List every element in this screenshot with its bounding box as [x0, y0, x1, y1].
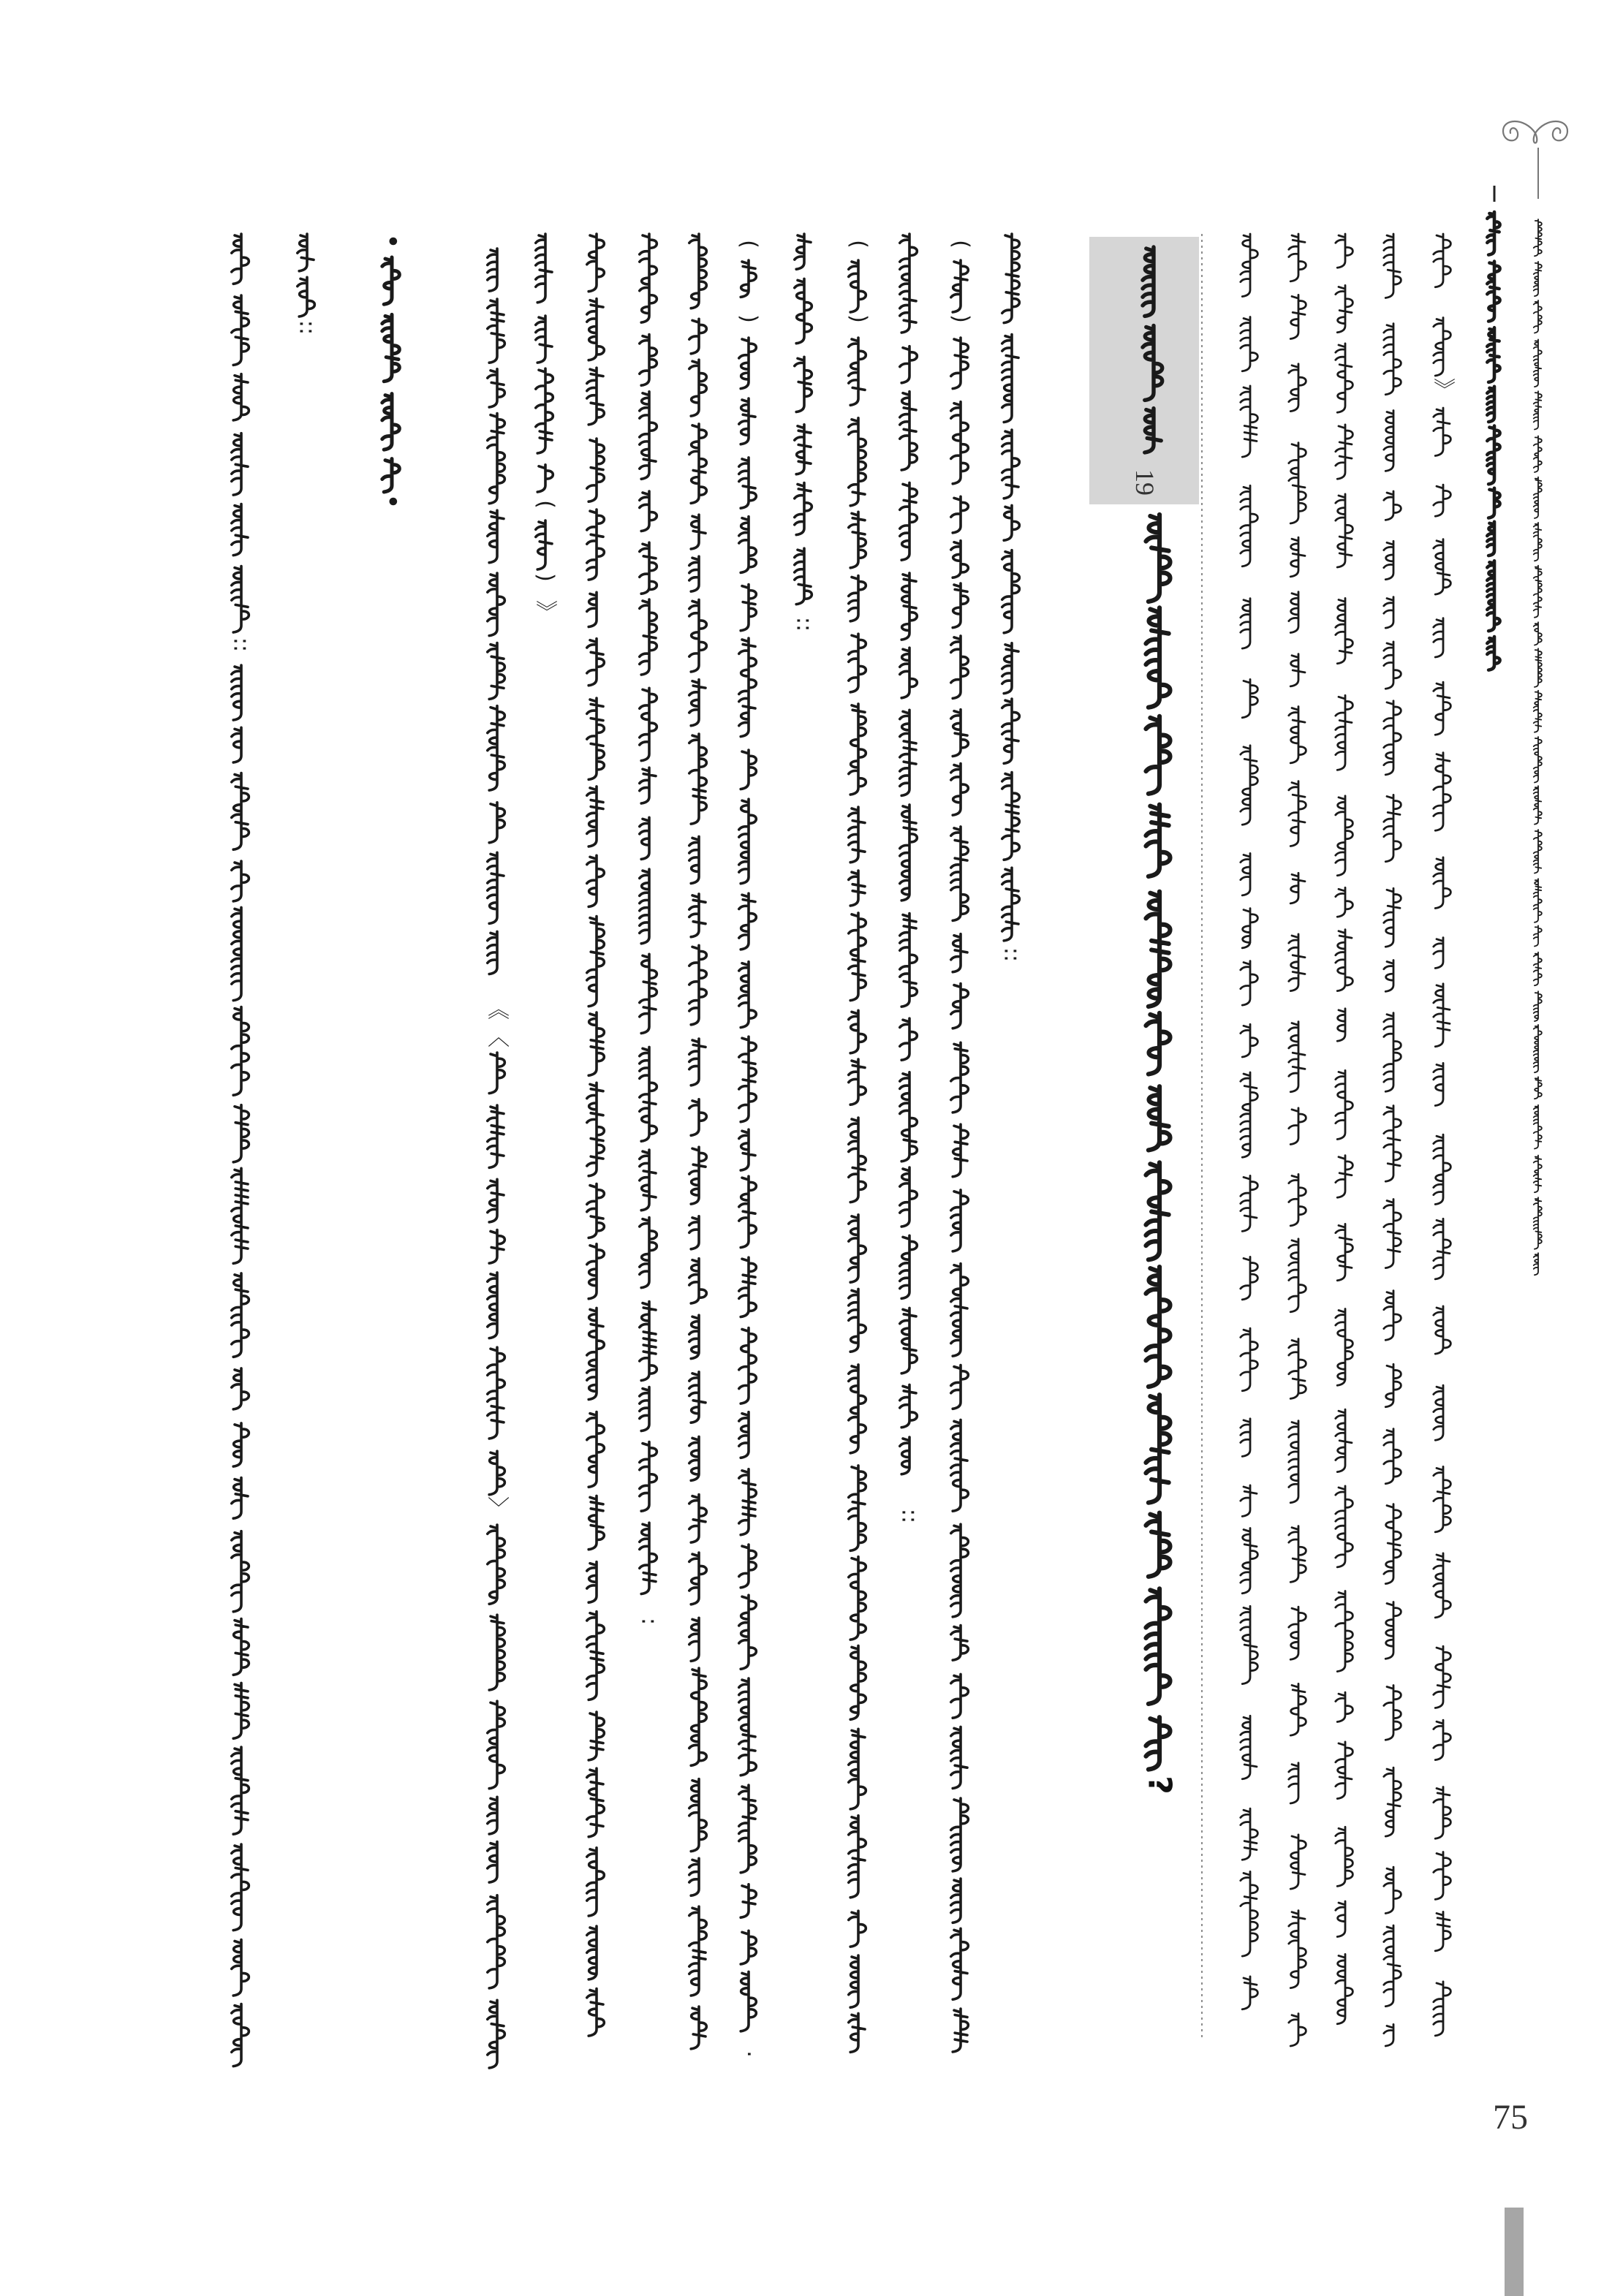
punctuation-open-paren: ( — [947, 240, 974, 249]
punctuation-full-stop: :: — [896, 1508, 923, 1524]
punctuation-full-stop: :: — [999, 947, 1025, 963]
punctuation-full-stop: :: — [791, 616, 817, 632]
punctuation-bullet: • — [379, 494, 405, 509]
punctuation-close-paren: ) — [735, 314, 762, 323]
punctuation-bullet: • — [379, 234, 405, 249]
punctuation-close-paren: ) — [532, 573, 559, 582]
heading-question-mark: ? — [1140, 1776, 1179, 1795]
page-number: 75 — [1493, 2098, 1528, 2137]
punctuation-close-paren: ) — [947, 314, 974, 323]
punctuation-dot: · — [735, 2050, 762, 2058]
lesson-number: 19 — [1130, 469, 1159, 496]
punctuation-open-paren: ( — [845, 240, 871, 249]
punctuation-open-paren: ( — [532, 500, 559, 509]
punctuation-full-stop: :: — [228, 637, 254, 653]
punctuation-open-angle: 〈 — [484, 1026, 510, 1047]
punctuation-close-double-angle: 》 — [532, 600, 559, 622]
punctuation-colon: : — [636, 1617, 662, 1626]
page-edge-tab — [1505, 2208, 1524, 2296]
punctuation-close-double-angle: 》 — [1430, 378, 1456, 400]
punctuation-close-angle: 〉 — [484, 1496, 510, 1518]
punctuation-close-paren: ) — [845, 314, 871, 323]
punctuation-open-double-angle: 《 — [484, 998, 510, 1020]
punctuation-full-stop: :: — [294, 319, 320, 336]
punctuation-open-paren: ( — [735, 240, 762, 249]
